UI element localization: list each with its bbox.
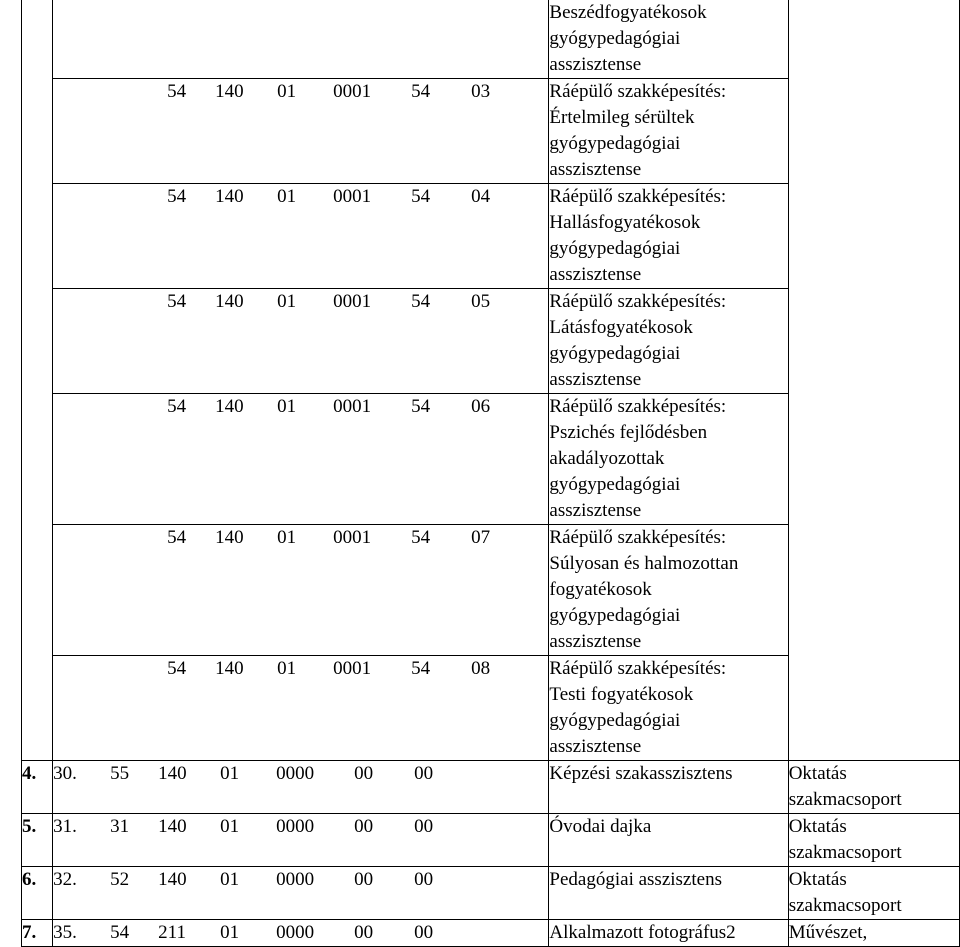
code-part: 0000	[276, 869, 315, 890]
cell-qualification-name: Pedagógiai asszisztens	[549, 867, 788, 920]
cell-qualification-name	[549, 525, 788, 656]
cell-code	[53, 394, 549, 525]
name-line: Beszédfogyatékosok	[549, 2, 707, 23]
code-part: 01	[277, 291, 297, 312]
qualification-code	[110, 867, 454, 893]
name-line: asszisztense	[549, 369, 642, 390]
table-row	[22, 867, 960, 920]
cell-num-empty	[22, 0, 53, 761]
name-line: fogyatékosok	[549, 579, 652, 600]
code-part: 140	[158, 869, 187, 890]
code-part: 0001	[333, 527, 372, 548]
table-row	[22, 761, 960, 814]
code-part: 0000	[276, 816, 315, 837]
name-line: akadályozottak	[549, 448, 665, 469]
name-line: Testi fogyatékosok	[549, 684, 694, 705]
name-line: asszisztense	[549, 54, 642, 75]
cell-code	[53, 289, 549, 394]
cell-qualification-name	[549, 394, 788, 525]
name-line: gyógypedagógiai	[549, 133, 681, 154]
cell-code	[53, 814, 549, 867]
cell-qualification-name	[549, 184, 788, 289]
name-line: Súlyosan és halmozottan	[549, 553, 739, 574]
code-part: 31	[110, 816, 130, 837]
code-part: 00	[414, 763, 434, 784]
name-line: asszisztense	[549, 631, 642, 652]
table-row	[22, 814, 960, 867]
name-line: Ráépülő szakképesítés:	[549, 186, 727, 207]
code-part: 54	[411, 658, 431, 679]
code-part: 140	[158, 816, 187, 837]
code-part: 00	[414, 816, 434, 837]
code-part: 54	[167, 81, 187, 102]
code-part: 01	[277, 396, 297, 417]
order-number: 31.	[53, 816, 77, 837]
order-number: 32.	[53, 869, 77, 890]
code-part: 140	[215, 527, 244, 548]
cell-sector-group: Oktatás szakmacsoport	[788, 814, 959, 867]
code-part: 54	[167, 658, 187, 679]
qualification-code	[110, 920, 454, 946]
code-part: 54	[167, 396, 187, 417]
name-line: Ráépülő szakképesítés:	[549, 291, 727, 312]
cell-qualification-name: Óvodai dajka	[549, 814, 788, 867]
code-part: 0001	[333, 291, 372, 312]
qualification-code	[167, 186, 511, 207]
code-part: 54	[411, 186, 431, 207]
code-part: 0001	[333, 396, 372, 417]
name-line: Látásfogyatékosok	[549, 317, 693, 338]
code-part: 140	[215, 658, 244, 679]
code-part: 54	[167, 186, 187, 207]
name-line: gyógypedagógiai	[549, 474, 681, 495]
code-part: 01	[277, 81, 297, 102]
code-part: 00	[414, 922, 434, 943]
code-part: 54	[110, 922, 130, 943]
cell-code	[53, 920, 549, 947]
name-line: gyógypedagógiai	[549, 28, 681, 49]
cell-sector-group: Oktatás szakmacsoport	[788, 867, 959, 920]
order-number: 35.	[53, 922, 77, 943]
row-number: 6.	[22, 867, 53, 920]
code-part: 0001	[333, 81, 372, 102]
code-part: 03	[471, 81, 491, 102]
code-part: 0000	[276, 922, 315, 943]
code-part: 55	[110, 763, 130, 784]
code-part: 01	[220, 922, 240, 943]
table-body	[22, 0, 960, 947]
cell-qualification-name: Képzési szakasszisztens	[549, 761, 788, 814]
name-line: asszisztense	[549, 500, 642, 521]
code-part: 04	[471, 186, 491, 207]
cell-code	[53, 656, 549, 761]
qualification-code	[110, 761, 454, 787]
name-line: asszisztense	[549, 264, 642, 285]
name-line: gyógypedagógiai	[549, 605, 681, 626]
code-part: 54	[411, 291, 431, 312]
cell-id-empty	[53, 0, 549, 79]
code-part: 00	[414, 869, 434, 890]
name-line: Pszichés fejlődésben	[549, 422, 708, 443]
qualification-code	[167, 658, 511, 679]
code-part: 00	[354, 922, 374, 943]
name-line: Ráépülő szakképesítés:	[549, 396, 727, 417]
code-part: 140	[215, 81, 244, 102]
row-number: 5.	[22, 814, 53, 867]
qualification-code	[110, 814, 454, 840]
table-row	[22, 920, 960, 947]
cell-qualification-name: Alkalmazott fotográfus2	[549, 920, 788, 947]
qualification-code	[167, 527, 511, 548]
cell-sector-group: Oktatás szakmacsoport	[788, 761, 959, 814]
name-line: Hallásfogyatékosok	[549, 212, 701, 233]
name-line: asszisztense	[549, 159, 642, 180]
code-part: 54	[411, 527, 431, 548]
order-number: 30.	[53, 763, 77, 784]
code-part: 01	[277, 186, 297, 207]
cell-code	[53, 761, 549, 814]
code-part: 54	[167, 527, 187, 548]
name-line: Értelmileg sérültek	[549, 107, 695, 128]
code-part: 08	[471, 658, 491, 679]
code-part: 140	[158, 763, 187, 784]
cell-group-empty	[788, 0, 959, 761]
code-part: 01	[277, 658, 297, 679]
code-part: 01	[220, 763, 240, 784]
code-part: 05	[471, 291, 491, 312]
row-number: 4.	[22, 761, 53, 814]
cell-code	[53, 79, 549, 184]
code-part: 54	[167, 291, 187, 312]
code-part: 0001	[333, 658, 372, 679]
name-line: gyógypedagógiai	[549, 238, 681, 259]
code-part: 00	[354, 763, 374, 784]
code-part: 01	[277, 527, 297, 548]
code-part: 211	[158, 922, 186, 943]
code-part: 54	[411, 396, 431, 417]
cell-code	[53, 525, 549, 656]
code-part: 0001	[333, 186, 372, 207]
name-line: gyógypedagógiai	[549, 343, 681, 364]
table-row-top-block	[22, 0, 960, 79]
cell-qualification-name	[549, 656, 788, 761]
name-line: gyógypedagógiai	[549, 710, 681, 731]
qualification-table	[21, 0, 960, 947]
code-part: 54	[411, 81, 431, 102]
cell-name-top	[549, 0, 788, 79]
code-part: 06	[471, 396, 491, 417]
qualification-code	[167, 396, 511, 417]
code-part: 01	[220, 816, 240, 837]
qualification-code	[167, 81, 511, 102]
code-part: 52	[110, 869, 130, 890]
cell-sector-group: Művészet,	[788, 920, 959, 947]
code-part: 140	[215, 291, 244, 312]
qualification-code	[167, 291, 511, 312]
code-part: 00	[354, 816, 374, 837]
code-part: 140	[215, 396, 244, 417]
name-line: Ráépülő szakképesítés:	[549, 658, 727, 679]
cell-code	[53, 184, 549, 289]
cell-qualification-name	[549, 289, 788, 394]
name-line: Ráépülő szakképesítés:	[549, 527, 727, 548]
cell-qualification-name	[549, 79, 788, 184]
row-number: 7.	[22, 920, 53, 947]
code-part: 00	[354, 869, 374, 890]
code-part: 140	[215, 186, 244, 207]
name-line: asszisztense	[549, 736, 642, 757]
code-part: 07	[471, 527, 491, 548]
name-line: Ráépülő szakképesítés:	[549, 81, 727, 102]
cell-code	[53, 867, 549, 920]
code-part: 01	[220, 869, 240, 890]
code-part: 0000	[276, 763, 315, 784]
